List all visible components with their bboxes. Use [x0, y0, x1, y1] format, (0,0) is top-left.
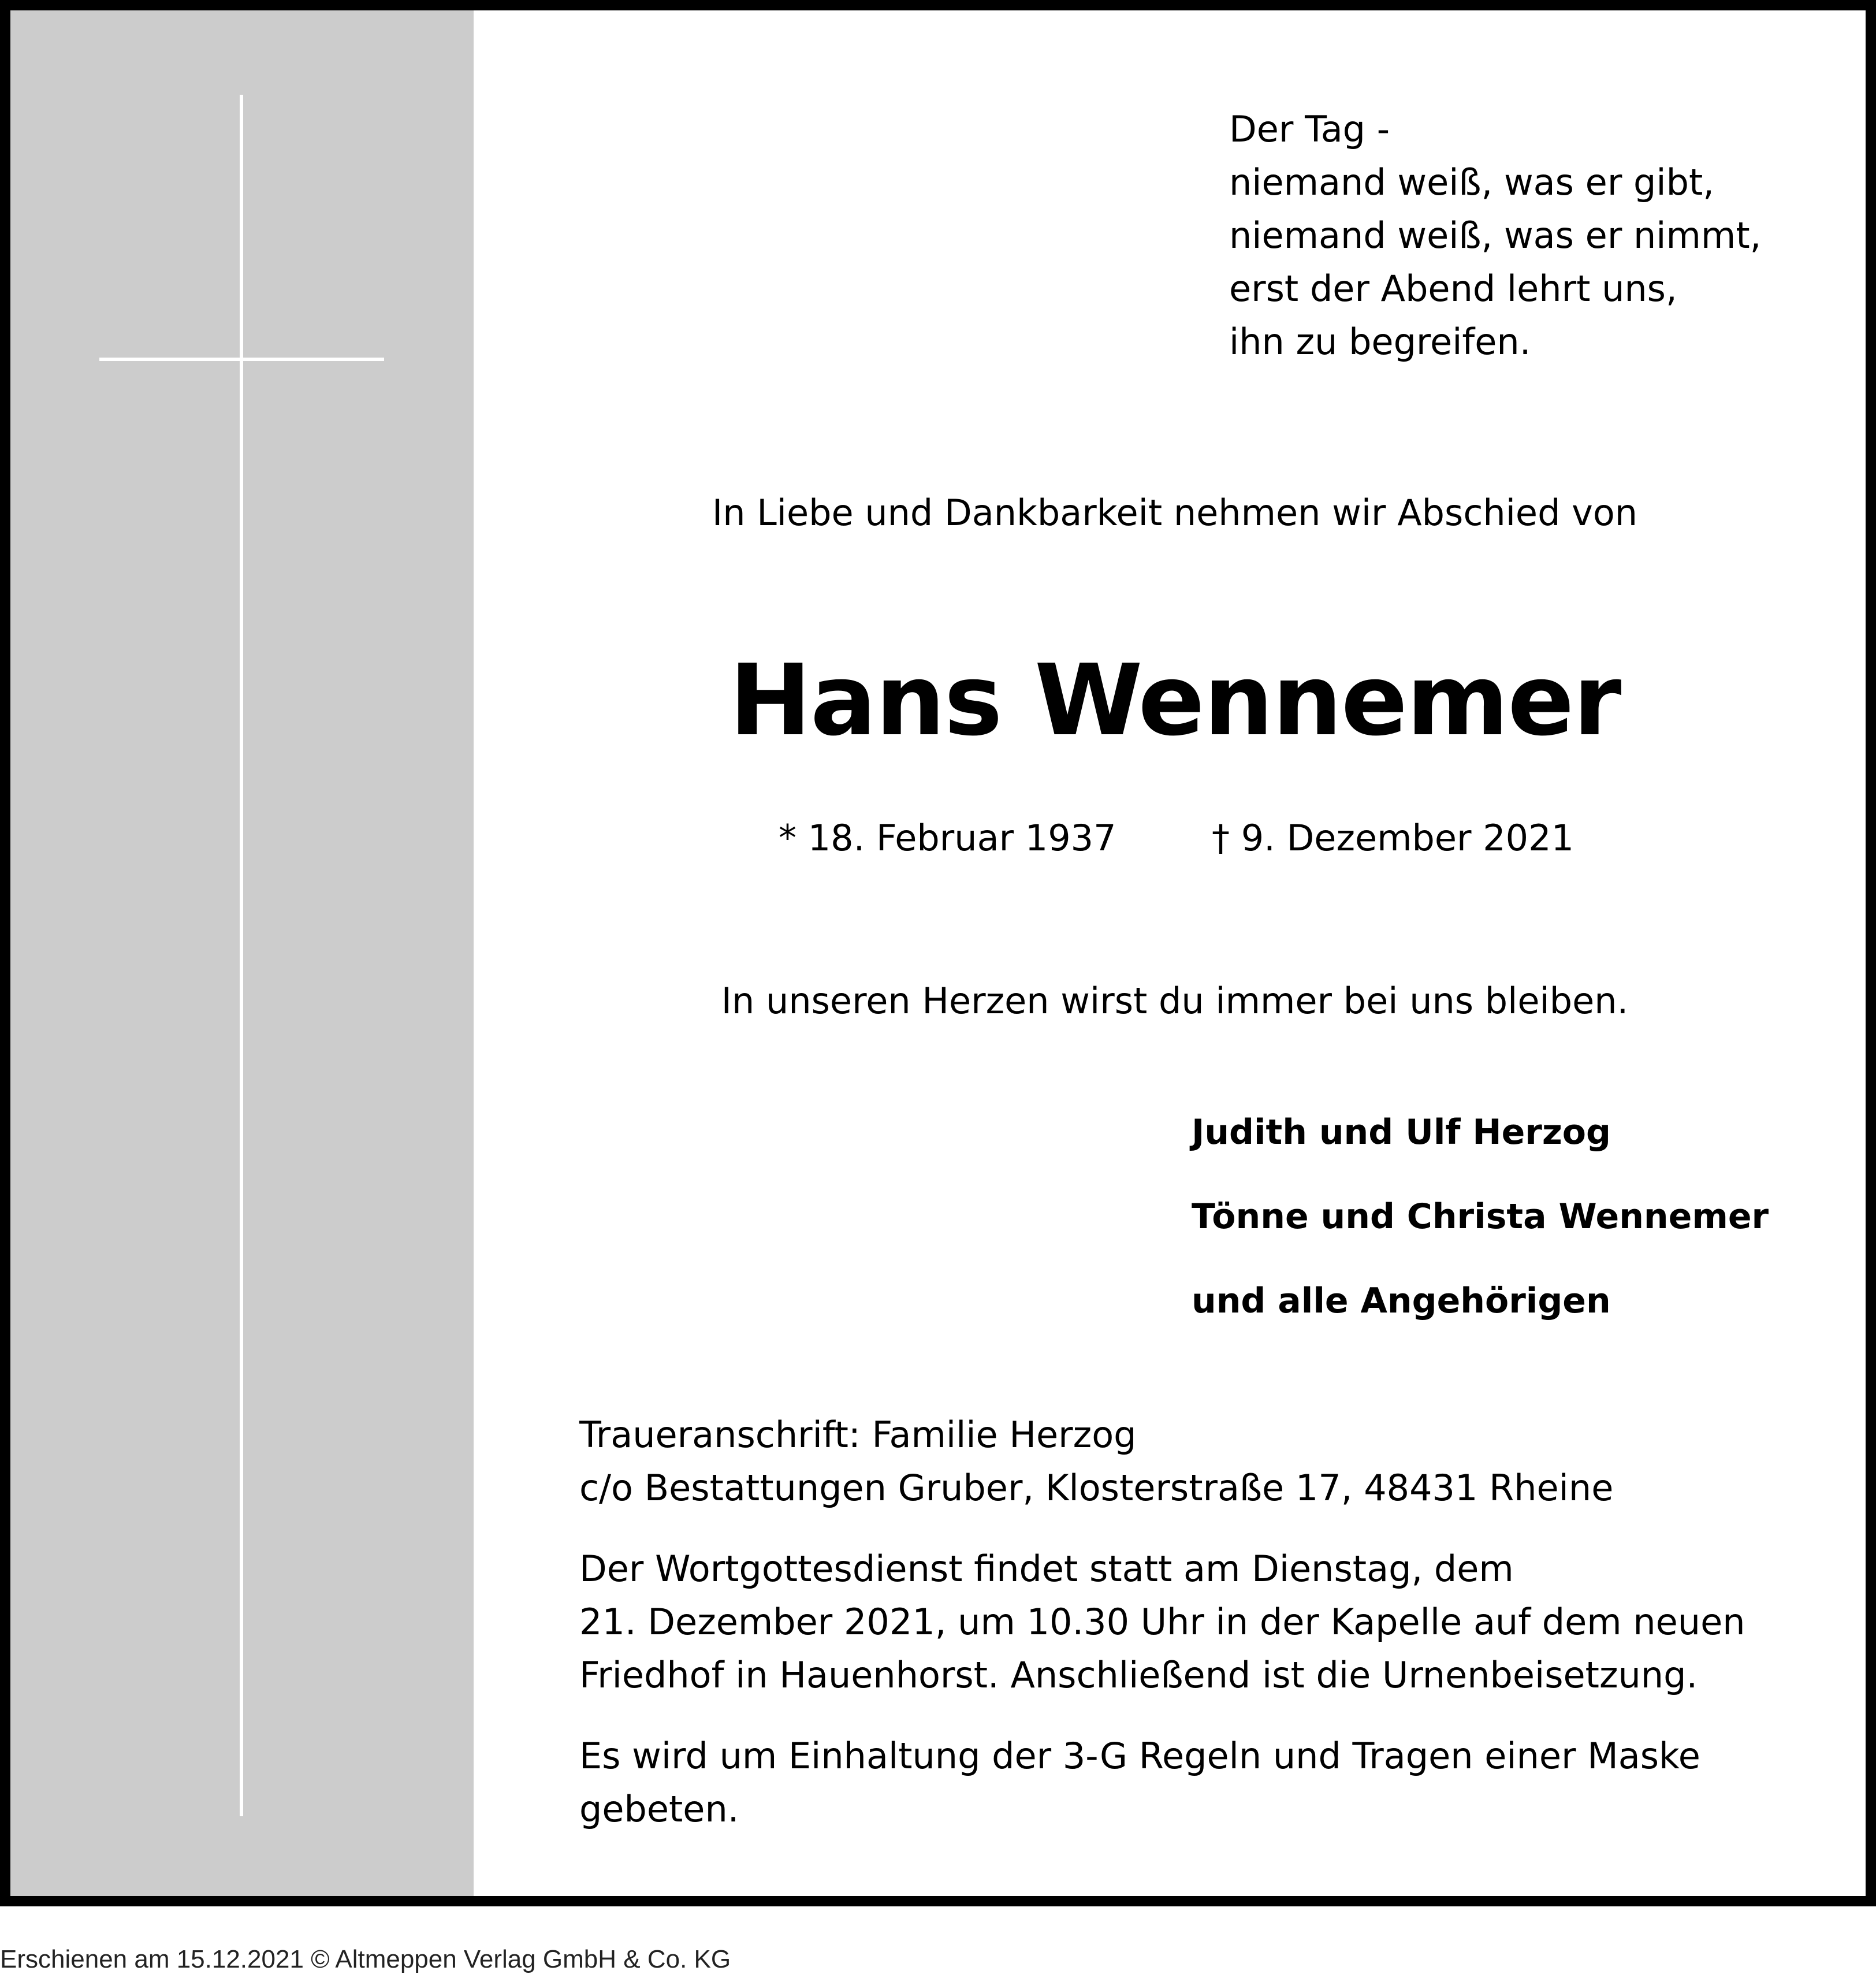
- publication-footer: Erschienen am 15.12.2021 © Altmeppen Verlag GmbH & Co. KG: [0, 1945, 731, 1973]
- mourner-entry: Tönne und Christa Wennemer: [1192, 1196, 1769, 1237]
- poem-line: Der Tag -: [1229, 108, 1390, 150]
- poem-line: ihn zu begreifen.: [1229, 321, 1531, 363]
- cross-icon-crossbar: [99, 358, 384, 361]
- birth-date: * 18. Februar 1937: [779, 817, 1116, 859]
- poem: [1229, 103, 1761, 369]
- service-line: 21. Dezember 2021, um 10.30 Uhr in der Kapelle auf dem neuen: [579, 1601, 1745, 1643]
- poem-line: niemand weiß, was er gibt,: [1229, 161, 1714, 203]
- mourner-entry: und alle Angehörigen: [1192, 1281, 1611, 1321]
- rules-line: gebeten.: [579, 1788, 739, 1830]
- intro-text: In Liebe und Dankbarkeit nehmen wir Abschied von: [712, 492, 1638, 534]
- poem-line: niemand weiß, was er nimmt,: [1229, 214, 1762, 256]
- mourner-entry: Judith und Ulf Herzog: [1192, 1112, 1611, 1152]
- address-line: c/o Bestattungen Gruber, Klosterstraße 17, 48431 Rheine: [579, 1467, 1614, 1509]
- death-date: † 9. Dezember 2021: [1212, 817, 1574, 859]
- service-line: Der Wortgottesdienst findet statt am Dienstag, dem: [579, 1548, 1514, 1590]
- rules-notice: [579, 1730, 1838, 1836]
- deceased-name: Hans Wennemer: [729, 644, 1621, 758]
- service-info: [579, 1542, 1838, 1702]
- mourning-address: [579, 1408, 1838, 1515]
- details-section: [579, 1408, 1838, 1864]
- rules-line: Es wird um Einhaltung der 3-G Regeln und Tragen einer Maske: [579, 1735, 1700, 1777]
- side-panel: [10, 10, 474, 1896]
- address-line: Traueranschrift: Familie Herzog: [579, 1414, 1137, 1456]
- mourners-list: [1192, 1109, 1769, 1362]
- cross-icon: [240, 95, 243, 1816]
- poem-line: erst der Abend lehrt uns,: [1229, 267, 1677, 310]
- service-line: Friedhof in Hauenhorst. Anschließend ist die Urnenbeisetzung.: [579, 1654, 1698, 1696]
- memorial-quote: In unseren Herzen wirst du immer bei uns bleiben.: [721, 980, 1629, 1022]
